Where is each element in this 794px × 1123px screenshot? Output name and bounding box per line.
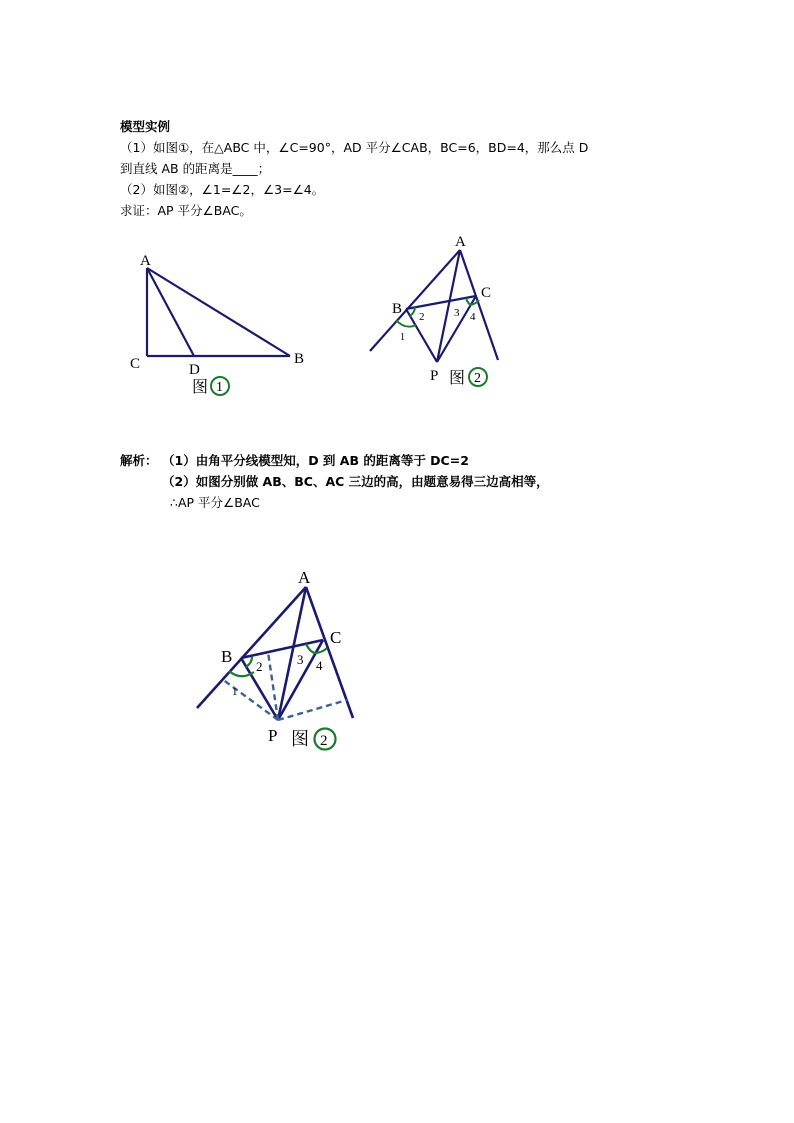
fig2-label-c: C — [481, 285, 492, 301]
problem-line-3: （2）如图②，∠1=∠2，∠3=∠4。 — [120, 182, 325, 197]
fig2-caption: 图 — [449, 370, 466, 387]
fig3-label-a: A — [298, 568, 311, 587]
fig3-caption-number: 2 — [320, 733, 328, 749]
fig1-label-a: A — [140, 253, 151, 269]
solution-part-1: （1）由角平分线模型知，D 到 AB 的距离等于 DC=2 — [162, 453, 469, 468]
fig3-angle-4: 4 — [316, 658, 323, 673]
fig1-label-c: C — [130, 356, 141, 372]
solution-part-2: （2）如图分别做 AB、BC、AC 三边的高，由题意易得三边高相等， — [162, 474, 549, 489]
fig1-label-d: D — [189, 362, 200, 378]
fig2-label-a: A — [455, 234, 466, 250]
fig3-angle-3-arc — [306, 644, 315, 653]
fig2-label-p: P — [430, 368, 439, 384]
fig3-angle-2: 2 — [256, 659, 263, 674]
fig3-label-p: P — [268, 726, 278, 745]
fig3-label-c: C — [330, 628, 342, 647]
fig3-segment-bc — [241, 640, 323, 658]
solution-label: 解析： — [120, 453, 158, 468]
problem-line-1: （1）如图①，在△ABC 中，∠C=90°，AD 平分∠CAB，BC=6，BD=4，那么点 D — [120, 140, 589, 155]
fig2-angle-3: 3 — [454, 307, 460, 319]
fig2-angle-4: 4 — [470, 311, 476, 323]
fig2-angle-1: 1 — [400, 332, 405, 343]
fig1-caption-number: 1 — [216, 380, 223, 395]
fig1-caption: 图 — [192, 379, 209, 396]
problem-line-2: 到直线 AB 的距离是____； — [120, 161, 271, 176]
solution-part-3: ∴AP 平分∠BAC — [170, 495, 260, 510]
fig3-angle-3: 3 — [297, 652, 304, 667]
fig2-caption-number: 2 — [474, 371, 481, 386]
problem-line-4: 求证：AP 平分∠BAC。 — [120, 203, 252, 218]
fig2-label-b: B — [392, 301, 403, 317]
fig1-label-b: B — [294, 351, 305, 367]
fig2-angle-2: 2 — [419, 311, 425, 323]
fig3-caption: 图 — [291, 729, 309, 749]
fig3-label-b: B — [221, 647, 233, 666]
fig3-altitude-ab — [222, 679, 278, 720]
fig3-angle-2-arc — [246, 657, 252, 667]
section-heading: 模型实例 — [120, 119, 171, 134]
fig3-angle-1: 1 — [232, 686, 238, 698]
